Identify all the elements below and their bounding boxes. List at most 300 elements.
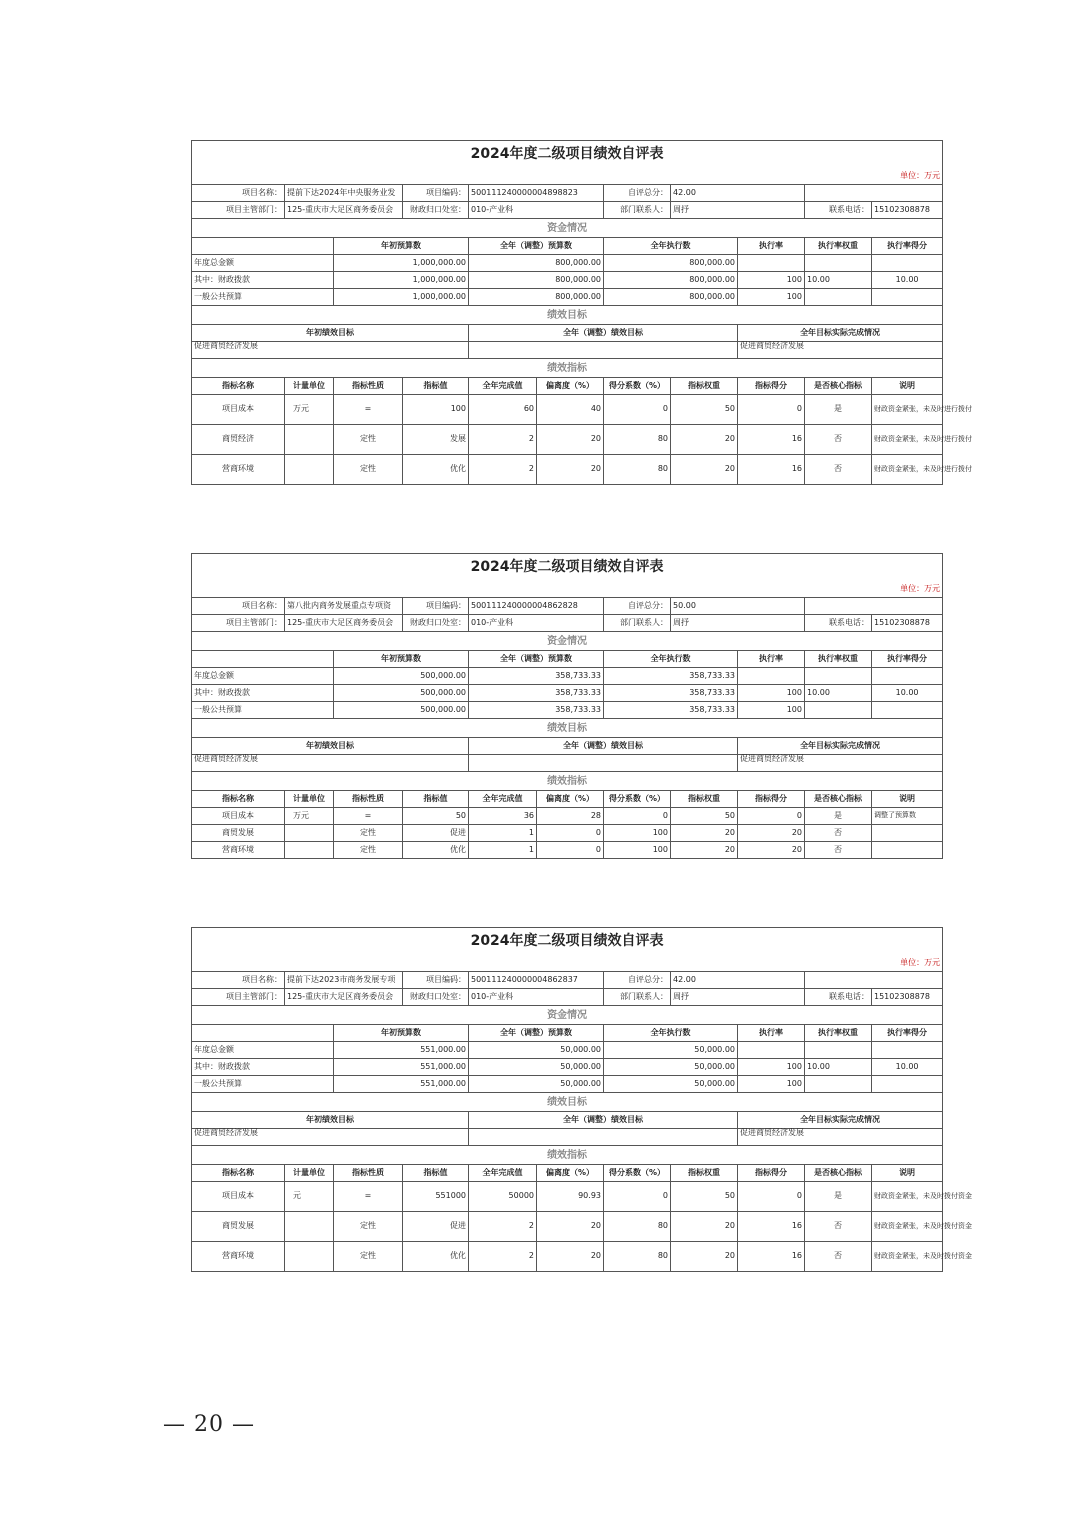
fund-col-header: 全年执行数: [604, 651, 738, 668]
fund-row: [192, 272, 943, 289]
fund-cell: 358,733.33: [469, 702, 604, 719]
fund-col-header: 执行率: [738, 651, 805, 668]
fund-cell: 50,000.00: [604, 1059, 738, 1076]
phone-value: 15102308878: [872, 989, 943, 1006]
indicator-cell: 否: [805, 425, 872, 455]
project-code-label: 项目编码：: [403, 598, 469, 615]
main-dept-value: 125-重庆市大足区商务委员会: [285, 202, 403, 219]
fund-cell: 800,000.00: [604, 255, 738, 272]
indicator-col-header: 计量单位: [285, 378, 334, 395]
indicator-cell: 40: [537, 395, 604, 425]
indicator-cell: 50: [671, 1182, 738, 1212]
fund-cell: 500,000.00: [334, 702, 469, 719]
fund-row: [192, 1059, 943, 1076]
section-indicators: 绩效指标: [192, 772, 943, 791]
indicator-cell: [285, 825, 334, 842]
indicator-col-header: 指标名称: [192, 378, 285, 395]
dept-contact-label: 部门联系人：: [604, 615, 671, 632]
fund-col-header: 全年执行数: [604, 238, 738, 255]
goal-actual: 促进商贸经济发展: [738, 1129, 943, 1146]
indicator-cell: 营商环境: [192, 1242, 285, 1272]
empty-cell: [805, 598, 943, 615]
fund-cell: [805, 1042, 872, 1059]
fund-col-header: 全年执行数: [604, 1025, 738, 1042]
indicator-row: [192, 425, 943, 455]
fund-cell: 800,000.00: [604, 272, 738, 289]
fin-office-value: 010-产业科: [469, 202, 604, 219]
indicator-col-header: 说明: [872, 1165, 943, 1182]
indicator-cell: [285, 425, 334, 455]
fund-cell: 50,000.00: [604, 1042, 738, 1059]
indicator-cell: 20: [738, 842, 805, 859]
indicator-cell: 财政资金紧张，未及时进行拨付: [872, 425, 943, 455]
indicator-cell: 营商环境: [192, 842, 285, 859]
indicator-row: [192, 455, 943, 485]
project-code-value: 500111240000004862837: [469, 972, 604, 989]
indicator-col-header: 全年完成值: [469, 378, 537, 395]
dept-contact-value: 周抒: [671, 989, 805, 1006]
indicator-cell: 优化: [403, 1242, 469, 1272]
indicator-cell: 20: [671, 1212, 738, 1242]
fund-col-header: 执行率权重: [805, 238, 872, 255]
indicator-cell: 财政资金紧张，未及时进行拨付: [872, 395, 943, 425]
indicator-col-header: 得分系数（%）: [604, 791, 671, 808]
fund-cell: [738, 668, 805, 685]
goal-initial: 促进商贸经济发展: [192, 342, 469, 359]
fund-cell: [805, 289, 872, 306]
indicator-cell: 20: [537, 1212, 604, 1242]
section-indicators: 绩效指标: [192, 1146, 943, 1165]
indicator-cell: 否: [805, 842, 872, 859]
goal-col-header: 年初绩效目标: [192, 325, 469, 342]
indicator-col-header: 指标值: [403, 791, 469, 808]
indicator-cell: 0: [604, 808, 671, 825]
indicator-cell: 元: [285, 1182, 334, 1212]
unit-label: 单位：万元: [192, 955, 943, 972]
fin-office-value: 010-产业科: [469, 989, 604, 1006]
fund-cell: [872, 289, 943, 306]
fund-cell: 50,000.00: [469, 1076, 604, 1093]
indicator-col-header: 是否核心指标: [805, 378, 872, 395]
fund-cell: 50,000.00: [469, 1059, 604, 1076]
indicator-cell: 2: [469, 455, 537, 485]
indicator-col-header: 指标性质: [334, 791, 403, 808]
fund-cell: 1,000,000.00: [334, 272, 469, 289]
unit-label: 单位：万元: [192, 168, 943, 185]
indicator-cell: 0: [604, 1182, 671, 1212]
fund-cell: 50,000.00: [469, 1042, 604, 1059]
indicator-cell: 100: [604, 825, 671, 842]
indicator-col-header: 偏离度（%）: [537, 1165, 604, 1182]
indicator-cell: 16: [738, 455, 805, 485]
indicator-row: [192, 1212, 943, 1242]
indicator-cell: =: [334, 808, 403, 825]
indicator-col-header: 全年完成值: [469, 1165, 537, 1182]
dept-contact-value: 周抒: [671, 615, 805, 632]
project-code-value: 500111240000004862828: [469, 598, 604, 615]
fund-cell: 100: [738, 272, 805, 289]
fund-row: [192, 1042, 943, 1059]
fund-cell: 10.00: [872, 1059, 943, 1076]
indicator-row: [192, 1182, 943, 1212]
dept-contact-value: 周抒: [671, 202, 805, 219]
indicator-col-header: 是否核心指标: [805, 1165, 872, 1182]
fund-col-header: 全年（调整）预算数: [469, 238, 604, 255]
fund-row-label: 其中：财政拨款: [192, 272, 334, 289]
indicator-col-header: 说明: [872, 791, 943, 808]
indicator-cell: 80: [604, 425, 671, 455]
indicator-col-header: 指标得分: [738, 791, 805, 808]
indicator-cell: [285, 455, 334, 485]
fund-cell: 358,733.33: [469, 668, 604, 685]
self-evaluation-sheet: [191, 140, 972, 485]
indicator-cell: =: [334, 395, 403, 425]
goal-adjusted: [469, 1129, 738, 1146]
indicator-col-header: 指标值: [403, 378, 469, 395]
indicator-cell: 项目成本: [192, 1182, 285, 1212]
indicator-col-header: 指标性质: [334, 1165, 403, 1182]
page-number: — 20 —: [163, 1412, 255, 1437]
evaluation-table: [191, 553, 943, 859]
project-name-value: 提前下达2024年中央服务业发: [285, 185, 403, 202]
phone-label: 联系电话：: [805, 615, 872, 632]
fund-cell: [872, 1042, 943, 1059]
indicator-cell: 80: [604, 1212, 671, 1242]
indicator-cell: 优化: [403, 455, 469, 485]
indicator-cell: 否: [805, 825, 872, 842]
goal-col-header: 全年目标实际完成情况: [738, 1112, 943, 1129]
evaluation-table: [191, 927, 972, 1272]
fund-row-label: 年度总金额: [192, 668, 334, 685]
fund-cell: [805, 668, 872, 685]
self-score-value: 42.00: [671, 185, 805, 202]
fund-row-label: 年度总金额: [192, 255, 334, 272]
fin-office-label: 财政归口处室：: [403, 202, 469, 219]
indicator-cell: 否: [805, 1212, 872, 1242]
fund-cell: 100: [738, 1059, 805, 1076]
indicator-col-header: 指标名称: [192, 1165, 285, 1182]
self-score-label: 自评总分：: [604, 972, 671, 989]
indicator-row: [192, 808, 943, 825]
self-score-label: 自评总分：: [604, 185, 671, 202]
project-name-label: 项目名称：: [192, 185, 285, 202]
indicator-col-header: 指标权重: [671, 791, 738, 808]
fund-row: [192, 255, 943, 272]
fund-row-label: 其中：财政拨款: [192, 685, 334, 702]
empty-cell: [192, 651, 334, 668]
fund-cell: [872, 1076, 943, 1093]
fund-cell: 800,000.00: [604, 289, 738, 306]
section-funds: 资金情况: [192, 219, 943, 238]
indicator-col-header: 是否核心指标: [805, 791, 872, 808]
indicator-cell: 20: [738, 825, 805, 842]
fund-cell: 10.00: [805, 685, 872, 702]
indicator-cell: 50: [671, 395, 738, 425]
self-evaluation-sheet: [191, 553, 942, 859]
indicator-cell: 50000: [469, 1182, 537, 1212]
goal-adjusted: [469, 755, 738, 772]
indicator-col-header: 偏离度（%）: [537, 378, 604, 395]
indicator-col-header: 指标得分: [738, 1165, 805, 1182]
goal-initial: 促进商贸经济发展: [192, 1129, 469, 1146]
indicator-cell: 20: [671, 455, 738, 485]
fund-cell: 800,000.00: [469, 255, 604, 272]
phone-value: 15102308878: [872, 202, 943, 219]
indicator-col-header: 指标值: [403, 1165, 469, 1182]
fund-cell: 500,000.00: [334, 685, 469, 702]
indicator-cell: 1: [469, 825, 537, 842]
indicator-cell: 0: [537, 825, 604, 842]
indicator-col-header: 得分系数（%）: [604, 378, 671, 395]
fund-cell: 358,733.33: [604, 702, 738, 719]
indicator-cell: [285, 1242, 334, 1272]
goal-adjusted: [469, 342, 738, 359]
fund-cell: 358,733.33: [604, 685, 738, 702]
fund-cell: [805, 255, 872, 272]
fund-cell: [805, 1076, 872, 1093]
fund-row-label: 一般公共预算: [192, 702, 334, 719]
project-code-label: 项目编码：: [403, 972, 469, 989]
indicator-cell: 定性: [334, 455, 403, 485]
indicator-cell: 商贸发展: [192, 1212, 285, 1242]
indicator-col-header: 指标权重: [671, 378, 738, 395]
fund-cell: 551,000.00: [334, 1059, 469, 1076]
fund-cell: 10.00: [872, 272, 943, 289]
goal-col-header: 全年（调整）绩效目标: [469, 325, 738, 342]
fund-cell: 100: [738, 1076, 805, 1093]
indicator-cell: 90.93: [537, 1182, 604, 1212]
indicator-row: [192, 395, 943, 425]
indicator-cell: 优化: [403, 842, 469, 859]
phone-label: 联系电话：: [805, 989, 872, 1006]
indicator-col-header: 指标名称: [192, 791, 285, 808]
indicator-cell: 100: [604, 842, 671, 859]
indicator-cell: 0: [604, 395, 671, 425]
indicator-cell: 万元: [285, 395, 334, 425]
main-dept-label: 项目主管部门：: [192, 202, 285, 219]
indicator-cell: 60: [469, 395, 537, 425]
self-score-value: 50.00: [671, 598, 805, 615]
section-goals: 绩效目标: [192, 1093, 943, 1112]
fund-row-label: 其中：财政拨款: [192, 1059, 334, 1076]
fund-col-header: 执行率得分: [872, 1025, 943, 1042]
fund-col-header: 执行率: [738, 238, 805, 255]
indicator-cell: 项目成本: [192, 808, 285, 825]
evaluation-table: [191, 140, 972, 485]
indicator-cell: 营商环境: [192, 455, 285, 485]
indicator-cell: 否: [805, 1242, 872, 1272]
indicator-cell: 0: [537, 842, 604, 859]
fund-cell: [872, 668, 943, 685]
fund-row-label: 一般公共预算: [192, 289, 334, 306]
indicator-cell: 551000: [403, 1182, 469, 1212]
fund-cell: [872, 255, 943, 272]
fin-office-label: 财政归口处室：: [403, 989, 469, 1006]
empty-cell: [192, 238, 334, 255]
indicator-row: [192, 842, 943, 859]
fund-col-header: 执行率得分: [872, 651, 943, 668]
main-dept-value: 125-重庆市大足区商务委员会: [285, 989, 403, 1006]
empty-cell: [805, 972, 943, 989]
fund-cell: 50,000.00: [604, 1076, 738, 1093]
indicator-cell: 2: [469, 425, 537, 455]
indicator-cell: 20: [671, 825, 738, 842]
project-name-label: 项目名称：: [192, 598, 285, 615]
fund-row: [192, 685, 943, 702]
indicator-cell: 万元: [285, 808, 334, 825]
empty-cell: [192, 1025, 334, 1042]
fund-row: [192, 1076, 943, 1093]
phone-value: 15102308878: [872, 615, 943, 632]
goal-col-header: 全年目标实际完成情况: [738, 738, 943, 755]
project-name-value: 提前下达2023市商务发展专项: [285, 972, 403, 989]
project-code-label: 项目编码：: [403, 185, 469, 202]
fund-cell: 10.00: [805, 272, 872, 289]
fund-cell: 800,000.00: [469, 272, 604, 289]
fund-col-header: 执行率: [738, 1025, 805, 1042]
indicator-cell: 财政资金紧张，未及时拨付资金: [872, 1212, 943, 1242]
empty-cell: [805, 185, 943, 202]
goal-actual: 促进商贸经济发展: [738, 342, 943, 359]
goal-col-header: 年初绩效目标: [192, 1112, 469, 1129]
indicator-cell: 1: [469, 842, 537, 859]
sheet-title: 2024年度二级项目绩效自评表: [192, 141, 943, 169]
sheet-title: 2024年度二级项目绩效自评表: [192, 928, 943, 956]
indicator-col-header: 指标权重: [671, 1165, 738, 1182]
indicator-cell: [285, 842, 334, 859]
fund-cell: 358,733.33: [469, 685, 604, 702]
fund-cell: 100: [738, 289, 805, 306]
fund-cell: 500,000.00: [334, 668, 469, 685]
self-evaluation-sheet: [191, 927, 972, 1272]
indicator-cell: 是: [805, 395, 872, 425]
dept-contact-label: 部门联系人：: [604, 202, 671, 219]
fund-col-header: 全年（调整）预算数: [469, 1025, 604, 1042]
goal-col-header: 年初绩效目标: [192, 738, 469, 755]
indicator-cell: 0: [738, 395, 805, 425]
indicator-cell: 20: [671, 1242, 738, 1272]
fund-cell: 800,000.00: [469, 289, 604, 306]
fund-cell: 358,733.33: [604, 668, 738, 685]
section-funds: 资金情况: [192, 1006, 943, 1025]
indicator-cell: 80: [604, 455, 671, 485]
indicator-cell: 0: [738, 808, 805, 825]
indicator-cell: 促进: [403, 1212, 469, 1242]
indicator-cell: 定性: [334, 1212, 403, 1242]
indicator-col-header: 计量单位: [285, 791, 334, 808]
indicator-row: [192, 1242, 943, 1272]
fund-cell: 1,000,000.00: [334, 289, 469, 306]
indicator-col-header: 全年完成值: [469, 791, 537, 808]
fund-cell: 551,000.00: [334, 1076, 469, 1093]
indicator-cell: 80: [604, 1242, 671, 1272]
fund-cell: [872, 702, 943, 719]
goal-col-header: 全年（调整）绩效目标: [469, 1112, 738, 1129]
indicator-cell: 16: [738, 1242, 805, 1272]
fund-row: [192, 289, 943, 306]
fund-cell: 100: [738, 685, 805, 702]
indicator-cell: 调整了预算数: [872, 808, 943, 825]
fund-col-header: 执行率权重: [805, 651, 872, 668]
goal-actual: 促进商贸经济发展: [738, 755, 943, 772]
indicator-cell: 是: [805, 1182, 872, 1212]
goal-col-header: 全年目标实际完成情况: [738, 325, 943, 342]
indicator-cell: 50: [403, 808, 469, 825]
fund-row: [192, 702, 943, 719]
section-funds: 资金情况: [192, 632, 943, 651]
fund-col-header: 年初预算数: [334, 1025, 469, 1042]
indicator-cell: 发展: [403, 425, 469, 455]
indicator-cell: 项目成本: [192, 395, 285, 425]
indicator-cell: [872, 842, 943, 859]
project-code-value: 500111240000004898823: [469, 185, 604, 202]
main-dept-label: 项目主管部门：: [192, 615, 285, 632]
fund-cell: [738, 255, 805, 272]
indicator-col-header: 说明: [872, 378, 943, 395]
indicator-cell: 20: [537, 1242, 604, 1272]
section-indicators: 绩效指标: [192, 359, 943, 378]
indicator-cell: 50: [671, 808, 738, 825]
goal-initial: 促进商贸经济发展: [192, 755, 469, 772]
unit-label: 单位：万元: [192, 581, 943, 598]
indicator-cell: 2: [469, 1242, 537, 1272]
fund-col-header: 年初预算数: [334, 651, 469, 668]
goal-col-header: 全年（调整）绩效目标: [469, 738, 738, 755]
indicator-cell: 2: [469, 1212, 537, 1242]
indicator-cell: 定性: [334, 1242, 403, 1272]
fund-col-header: 执行率权重: [805, 1025, 872, 1042]
fund-cell: [805, 702, 872, 719]
fin-office-value: 010-产业科: [469, 615, 604, 632]
indicator-cell: 商贸发展: [192, 825, 285, 842]
indicator-cell: 100: [403, 395, 469, 425]
indicator-cell: 商贸经济: [192, 425, 285, 455]
indicator-col-header: 得分系数（%）: [604, 1165, 671, 1182]
indicator-cell: 财政资金紧张，未及时拨付资金: [872, 1182, 943, 1212]
indicator-col-header: 偏离度（%）: [537, 791, 604, 808]
indicator-cell: 定性: [334, 842, 403, 859]
phone-label: 联系电话：: [805, 202, 872, 219]
indicator-cell: 否: [805, 455, 872, 485]
main-dept-value: 125-重庆市大足区商务委员会: [285, 615, 403, 632]
indicator-col-header: 指标性质: [334, 378, 403, 395]
indicator-cell: 20: [671, 425, 738, 455]
fund-row: [192, 668, 943, 685]
indicator-cell: 16: [738, 1212, 805, 1242]
fund-cell: [738, 1042, 805, 1059]
indicator-cell: 20: [537, 455, 604, 485]
fund-cell: 1,000,000.00: [334, 255, 469, 272]
indicator-cell: 28: [537, 808, 604, 825]
fund-cell: 100: [738, 702, 805, 719]
indicator-cell: 16: [738, 425, 805, 455]
fund-row-label: 一般公共预算: [192, 1076, 334, 1093]
indicator-cell: [285, 1212, 334, 1242]
indicator-cell: 是: [805, 808, 872, 825]
fund-col-header: 全年（调整）预算数: [469, 651, 604, 668]
indicator-cell: 财政资金紧张，未及时拨付资金: [872, 1242, 943, 1272]
fund-col-header: 年初预算数: [334, 238, 469, 255]
indicator-cell: 20: [671, 842, 738, 859]
project-name-label: 项目名称：: [192, 972, 285, 989]
indicator-cell: 36: [469, 808, 537, 825]
indicator-cell: 财政资金紧张，未及时进行拨付: [872, 455, 943, 485]
main-dept-label: 项目主管部门：: [192, 989, 285, 1006]
self-score-label: 自评总分：: [604, 598, 671, 615]
indicator-cell: 0: [738, 1182, 805, 1212]
self-score-value: 42.00: [671, 972, 805, 989]
fin-office-label: 财政归口处室：: [403, 615, 469, 632]
